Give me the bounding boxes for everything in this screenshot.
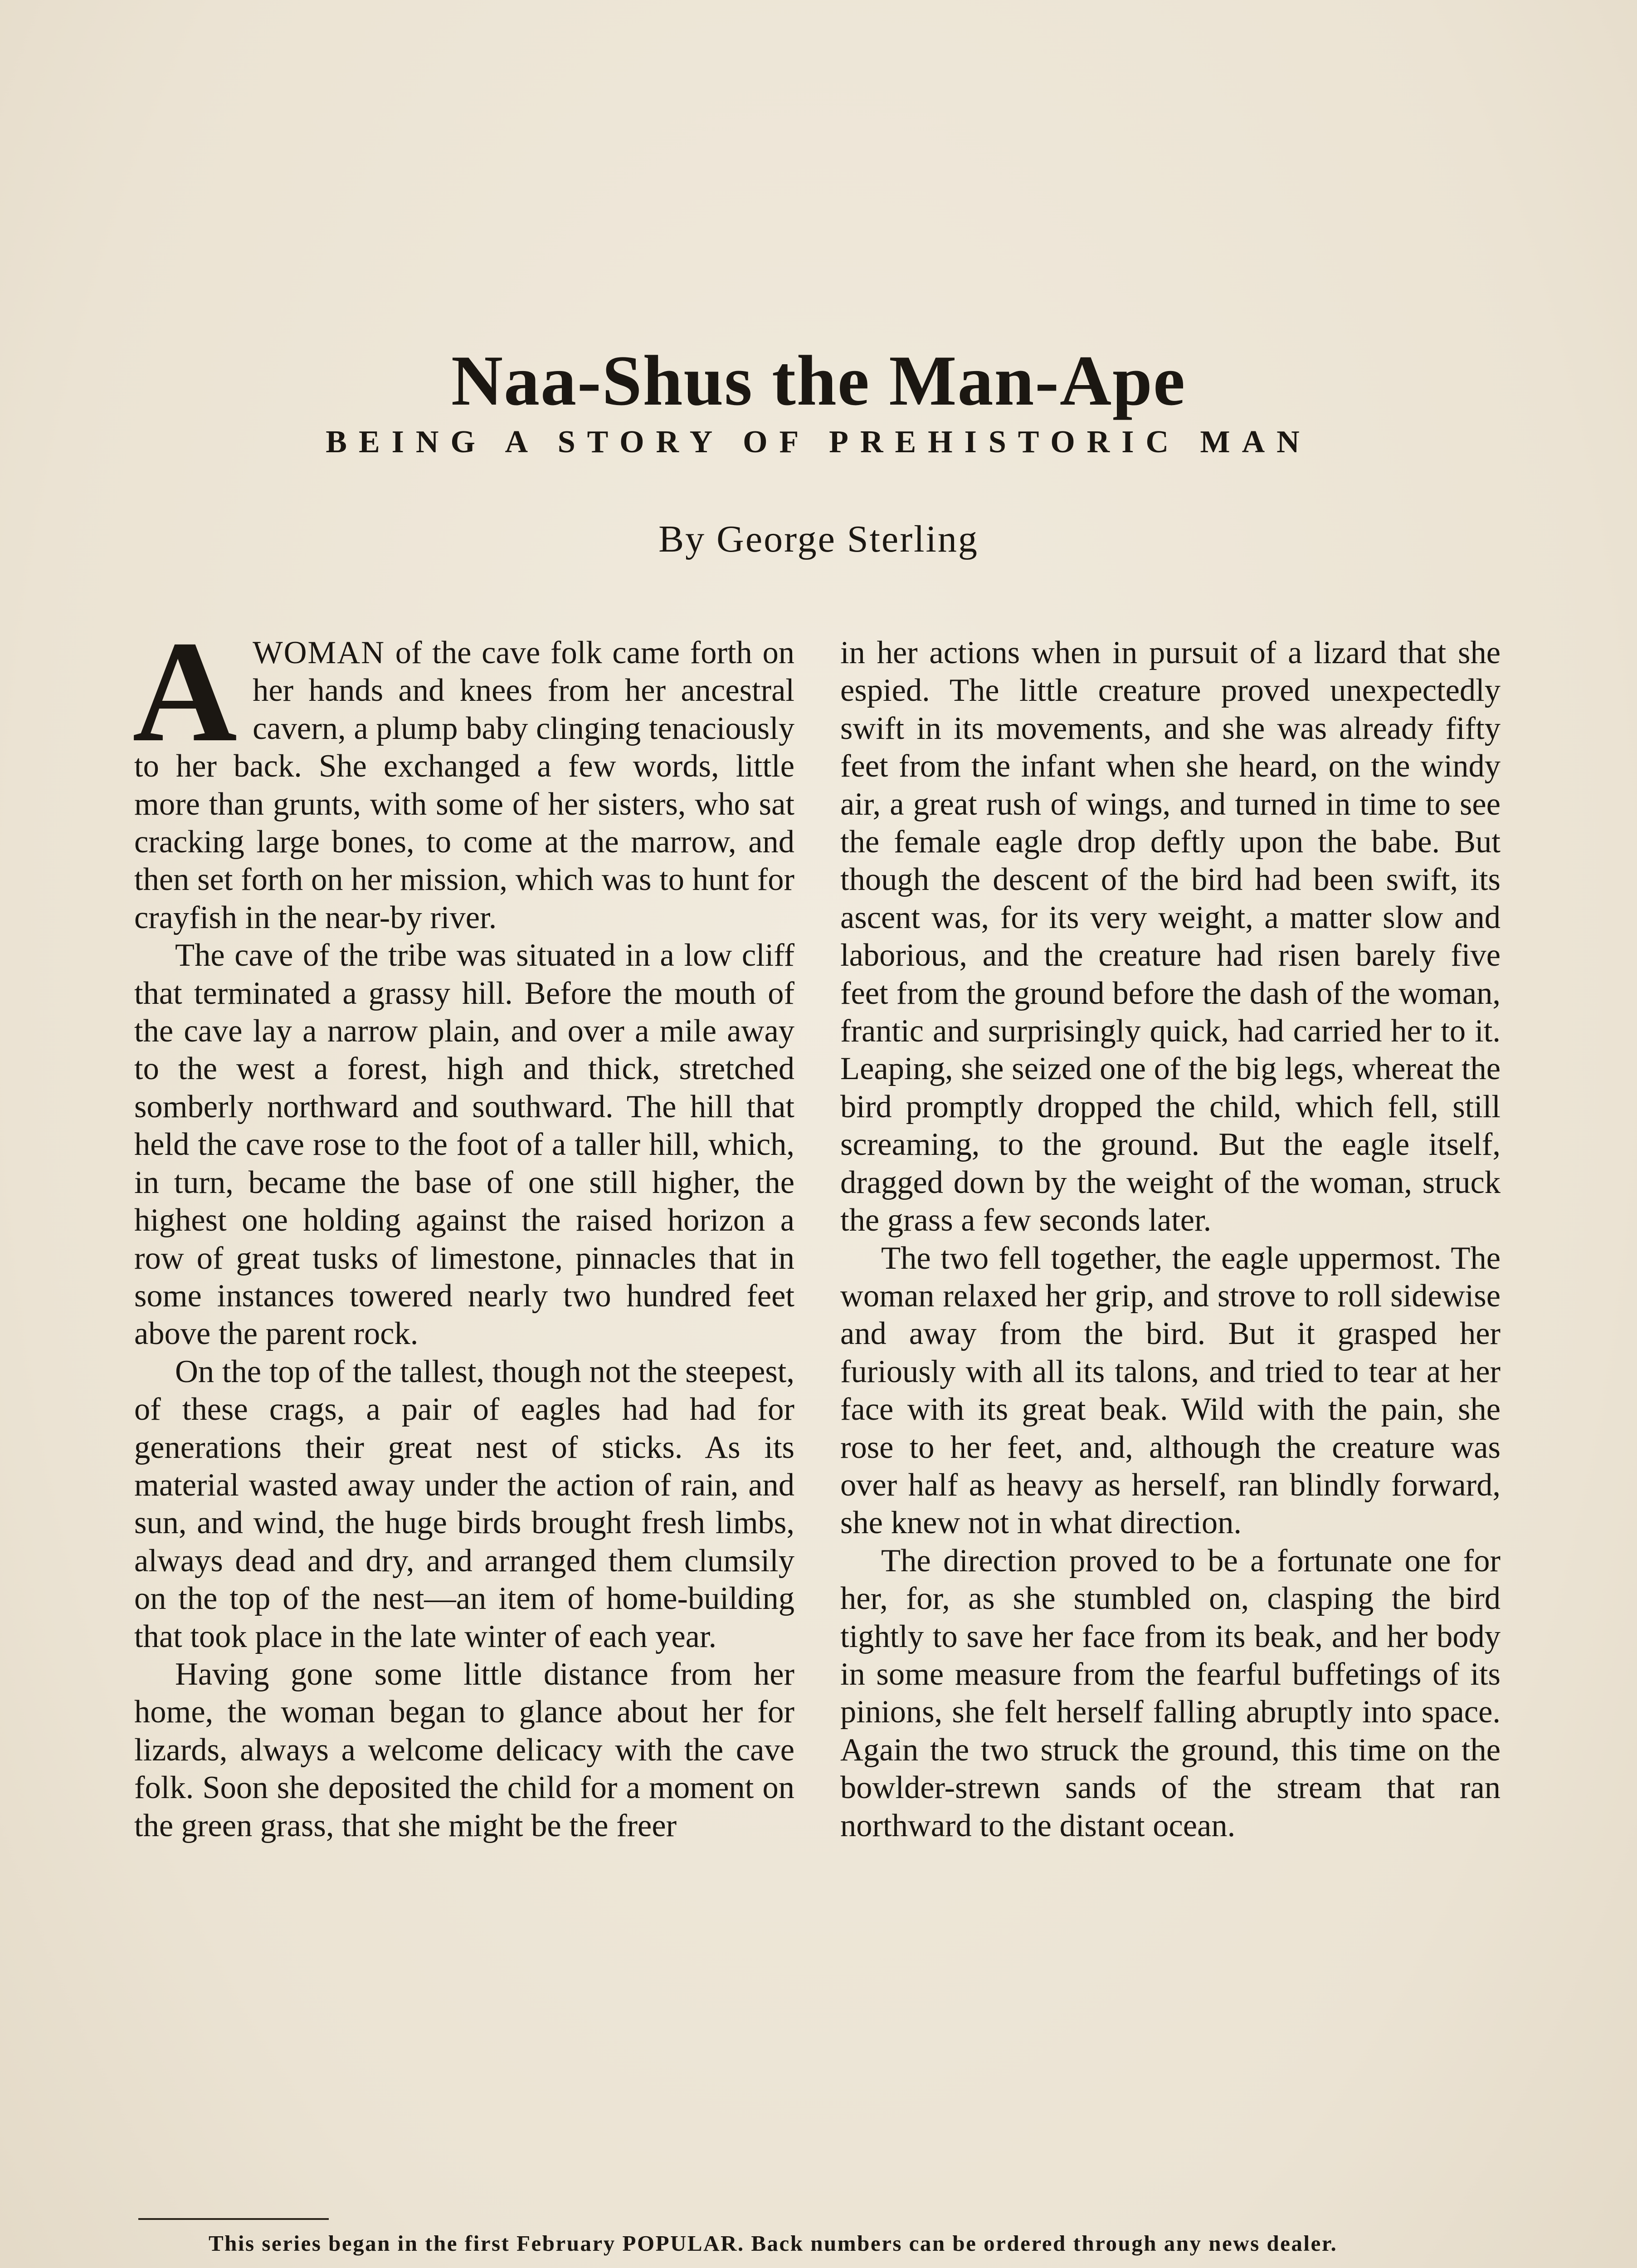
paragraph: On the top of the tallest, though not the steepest, of these crags, a pair of eagles had had for generations their great nest of sticks. As its material wasted away under the action of rain, and sun, and wind, the huge birds brought fresh limbs, always dead and dry, and arranged them clumsily on the top of the nest—an item of home-building that took place in the late winter of each year.	[134, 1354, 794, 1654]
article-title: Naa-Shus the Man-Ape	[451, 341, 1186, 420]
text-column-right	[840, 634, 1501, 1845]
opening-text: of the cave folk came forth on her hands and knees from her ancestral cavern, a plump baby clinging tenaciously to her back. She exchanged a few words, little more than grunts, with some of her sisters, who sat cracking large bones, to come at the marrow, and then set forth on her mission, which was to hunt for crayfish in the near-by river.	[134, 635, 794, 935]
article-subtitle: BEING A STORY OF PREHISTORIC MAN	[326, 425, 1311, 459]
footnote-divider	[138, 2218, 329, 2220]
text-column-left	[132, 611, 794, 1845]
paragraph-continuation: in her actions when in pursuit of a lizard that she espied. The little creature proved unexpectedly swift in its movements, and she was already fifty feet from the infant when she heard, on the windy air, a great rush of wings, and turned in time to see the female eagle drop deftly upon the babe. But though the descent of the bird had been swift, its ascent was, for its very weight, a matter slow and laborious, and the creature had risen barely five feet from the ground before the dash of the woman, frantic and surprisingly quick, had carried her to it. Leaping, she seized one of the big legs, whereat the bird promptly dropped the child, which fell, still screaming, to the ground. But the eagle itself, dragged down by the weight of the woman, struck the grass a few seconds later.	[840, 635, 1501, 1238]
paragraph: The two fell together, the eagle uppermost. The woman relaxed her grip, and strove to roll sidewise and away from the bird. But it grasped her furiously with all its talons, and tried to tear at her face with its great beak. Wild with the pain, she rose to her feet, and, although the creature was over half as heavy as herself, ran blindly forward, she knew not in what direction.	[840, 1240, 1501, 1541]
drop-cap: A	[132, 611, 238, 772]
paragraph: The direction proved to be a fortunate one for her, for, as she stumbled on, clasping the bird tightly to save her face from its beak, and her body in some measure from the fearful buffetings of its pinions, she felt herself falling abruptly into space. Again the two struck the ground, this time on the bowlder-strewn sands of the stream that ran northward to the distant ocean.	[840, 1543, 1501, 1843]
opening-caps: WOMAN	[253, 635, 385, 670]
article-byline: By George Sterling	[658, 518, 979, 560]
paragraph: Having gone some little distance from her home, the woman began to glance about her for lizards, always a welcome delicacy with the cave folk. Soon she deposited the child for a moment on the green grass, that she might be the freer	[134, 1656, 794, 1843]
footnote: This series began in the first February POPULAR. Back numbers can be ordered through any news dealer.	[209, 2231, 1338, 2256]
paragraph: The cave of the tribe was situated in a low cliff that terminated a grassy hill. Before the mouth of the cave lay a narrow plain, and over a mile away to the west a forest, high and thick, stretched somberly northward and southward. The hill that held the cave rose to the foot of a taller hill, which, in turn, became the base of one still higher, the highest one holding against the raised horizon a row of great tusks of limestone, pinnacles that in some instances towered nearly two hundred feet above the parent rock.	[134, 938, 794, 1352]
opening-paragraph	[132, 611, 794, 937]
